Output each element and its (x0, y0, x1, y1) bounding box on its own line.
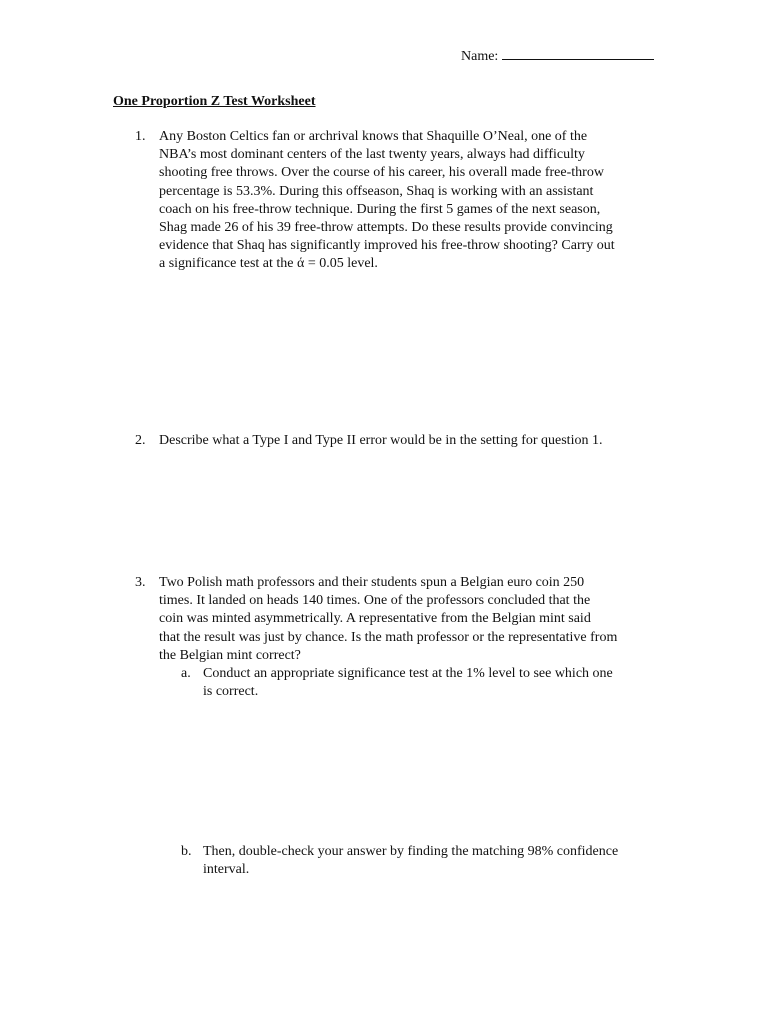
part-letter: a. (181, 666, 191, 681)
part-letter: b. (181, 844, 192, 859)
question-line: percentage is 53.3%. During this offseason, Shaq is working with an assistant (159, 183, 594, 199)
question-line: times. It landed on heads 140 times. One of the professors concluded that the (159, 593, 591, 609)
question-3-part-a (181, 665, 651, 701)
question-line: evidence that Shaq has significantly improved his free-throw shooting? Carry out (159, 238, 615, 254)
question-text (159, 574, 655, 665)
question-line: Describe what a Type I and Type II error would be in the setting for question 1. (159, 433, 603, 448)
question-line: a significance test at the ά = 0.05 level. (159, 256, 378, 272)
part-text (203, 843, 651, 879)
name-field (461, 47, 654, 65)
question-line: Any Boston Celtics fan or archrival knows that Shaquille O’Neal, one of the (159, 129, 588, 144)
question-2 (135, 432, 655, 450)
question-text (159, 128, 655, 274)
question-3 (135, 574, 655, 665)
name-blank-line (502, 47, 654, 60)
part-line: interval. (203, 862, 250, 878)
page-title: One Proportion Z Test Worksheet (113, 94, 316, 109)
question-line: Shag made 26 of his 39 free-throw attempts. Do these results provide convincing (159, 220, 613, 236)
question-text (159, 432, 655, 450)
question-line: shooting free throws. Over the course of his career, his overall made free-throw (159, 165, 604, 181)
question-line: the Belgian mint correct? (159, 647, 301, 663)
question-line: coach on his free-throw technique. During the first 5 games of the next season, (159, 201, 601, 217)
question-line: Two Polish math professors and their students spun a Belgian euro coin 250 (159, 575, 585, 590)
question-line: that the result was just by chance. Is the math professor or the representative from (159, 629, 618, 645)
question-number: 3. (135, 575, 146, 590)
question-3-part-b (181, 843, 651, 879)
part-text (203, 665, 651, 701)
question-number: 1. (135, 129, 146, 144)
question-line: NBA’s most dominant centers of the last twenty years, always had difficulty (159, 147, 585, 163)
part-line: is correct. (203, 684, 259, 700)
name-label: Name: (461, 49, 499, 64)
part-line: Conduct an appropriate significance test at the 1% level to see which one (203, 666, 613, 681)
part-line: Then, double-check your answer by finding the matching 98% confidence (203, 844, 619, 859)
question-number: 2. (135, 433, 146, 448)
question-1 (135, 128, 655, 274)
question-line: coin was minted asymmetrically. A representative from the Belgian mint said (159, 611, 591, 627)
